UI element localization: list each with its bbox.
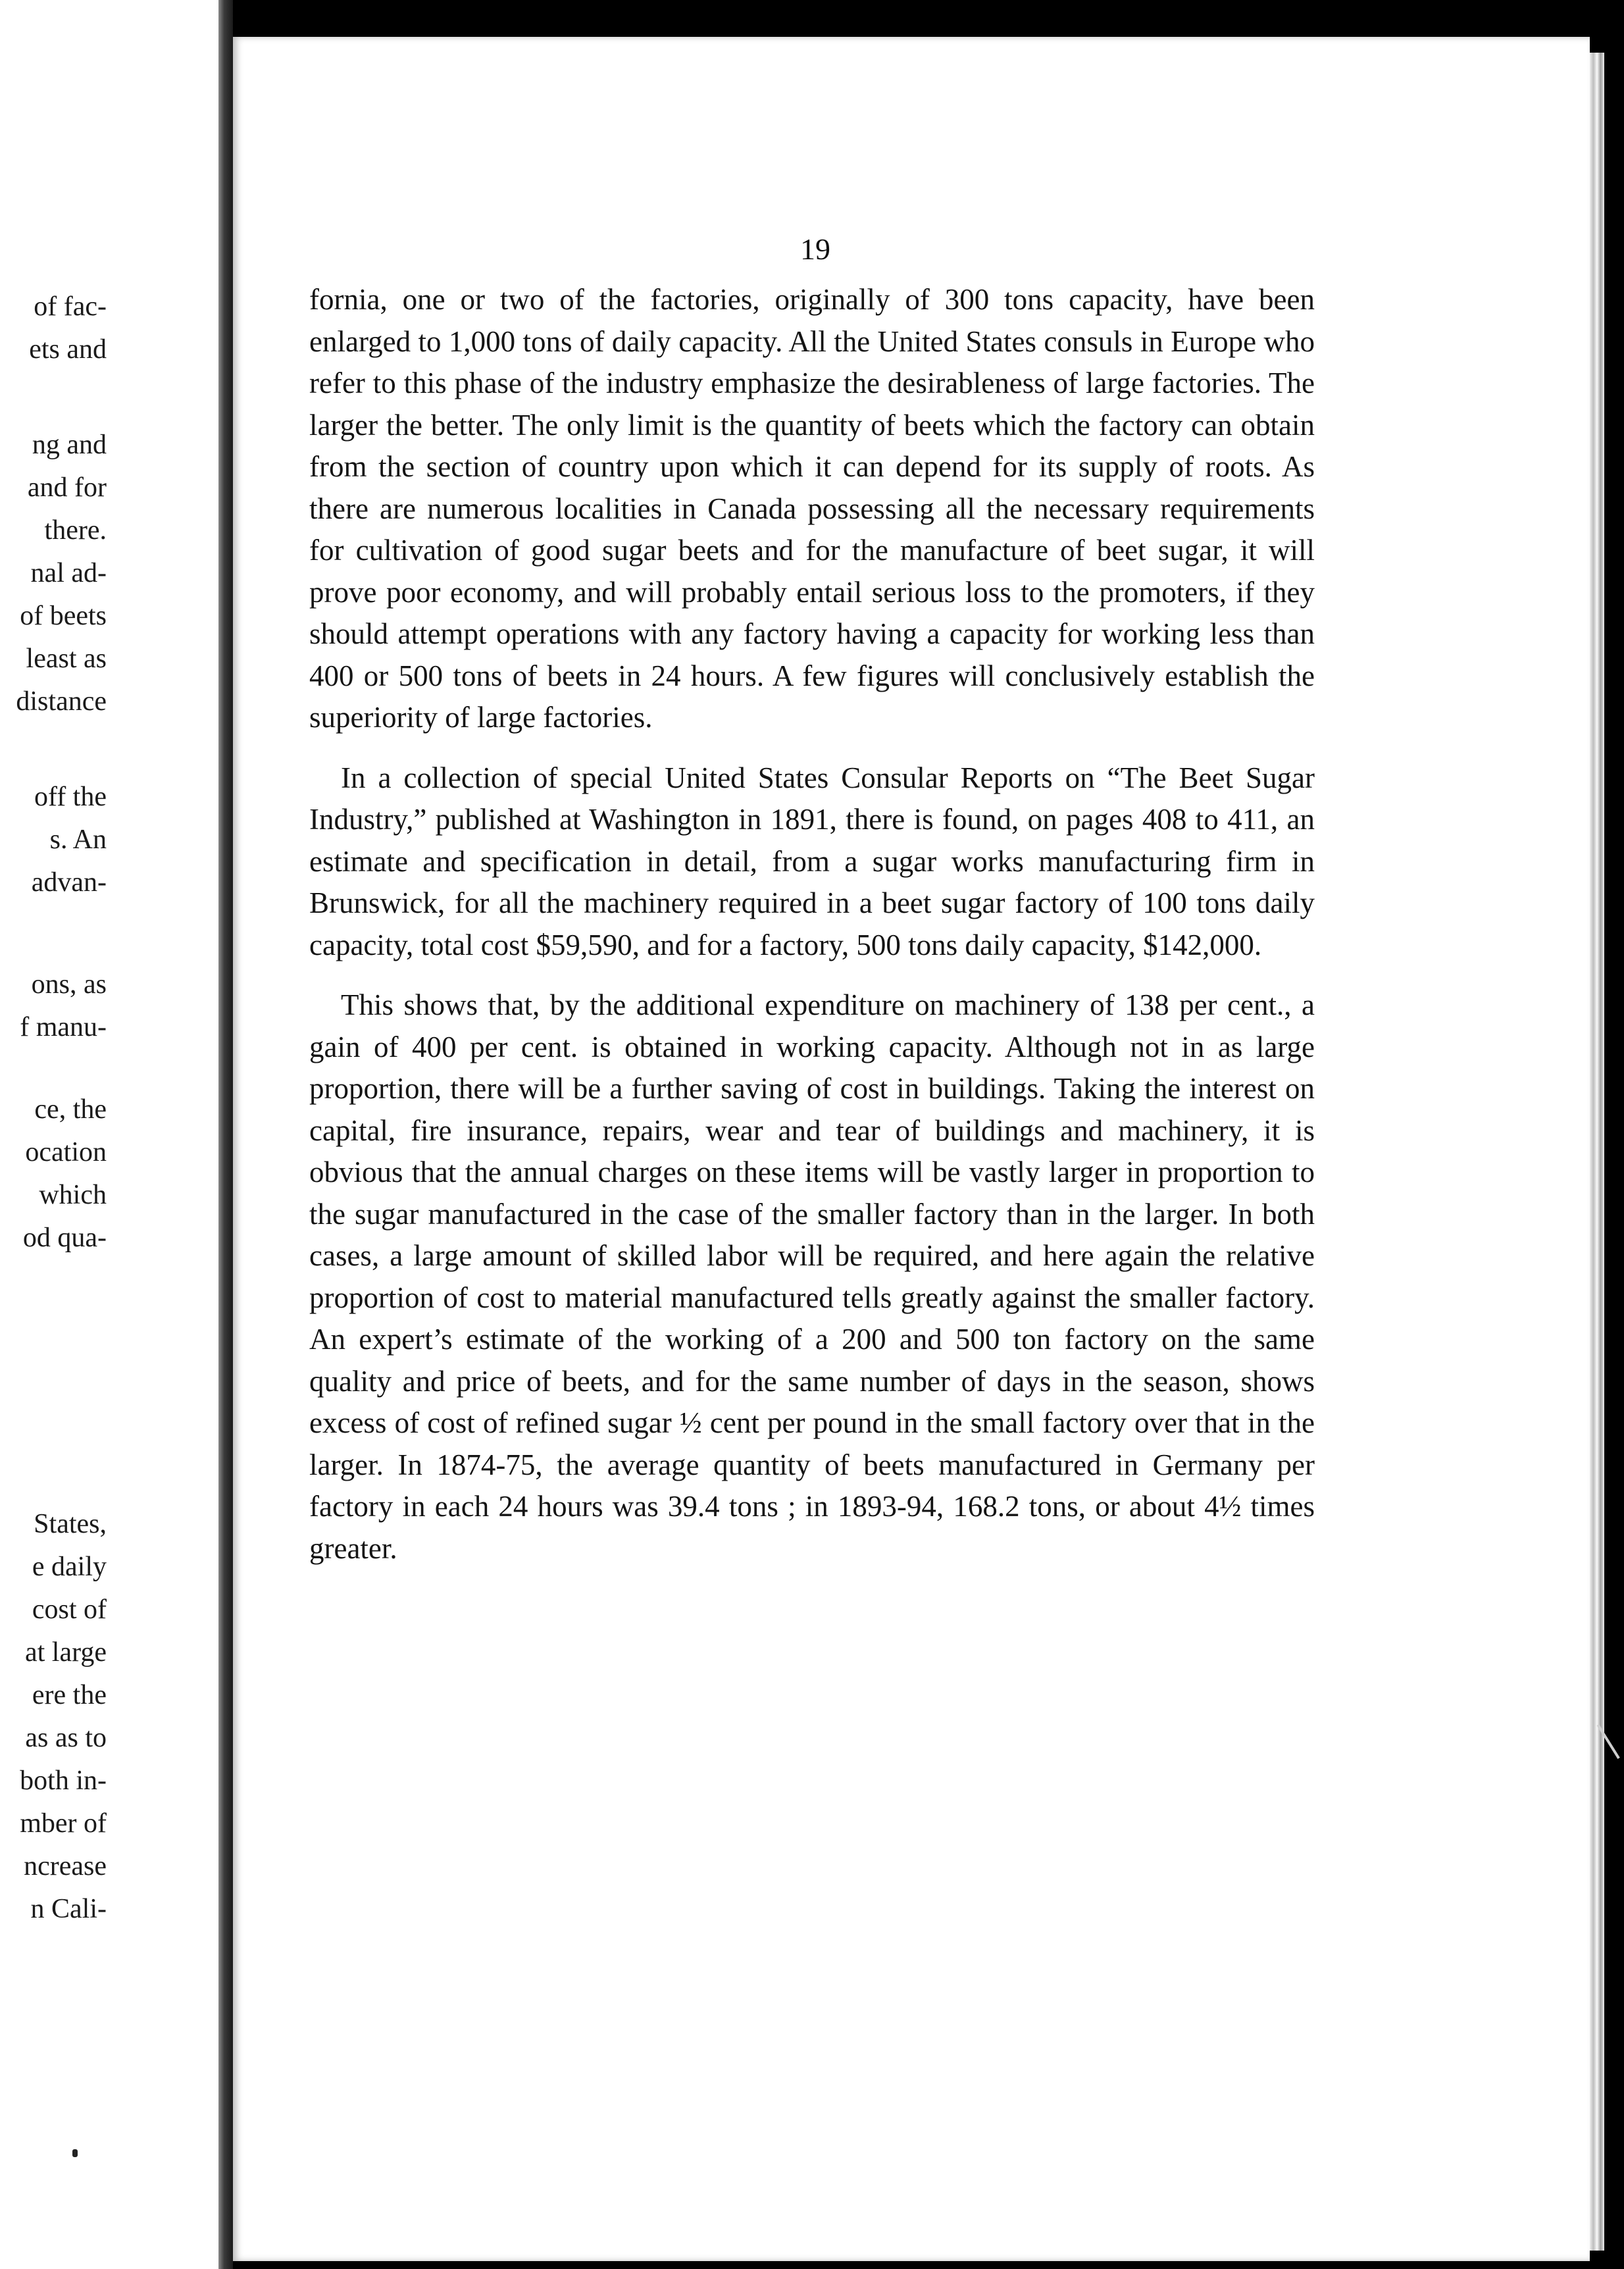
left-page-line: nal ad-: [30, 558, 107, 588]
body-text: [309, 279, 1315, 1569]
left-page-line: ng and: [32, 430, 107, 460]
left-page-line: s. An: [49, 825, 107, 855]
left-page-line: both in-: [20, 1766, 107, 1796]
book-gutter: [218, 0, 233, 2269]
left-page-line: cost of: [32, 1594, 107, 1625]
left-page-line: of beets: [20, 601, 107, 631]
page-number: 19: [800, 232, 830, 266]
left-page-line: of fac-: [34, 292, 107, 322]
left-page-line: e daily: [32, 1552, 107, 1582]
page-edge-stack: [1590, 53, 1604, 2251]
left-page-line: off the: [34, 782, 107, 812]
left-page-line: ocation: [25, 1137, 107, 1167]
left-page-line: at large: [25, 1637, 107, 1668]
paragraph-continuation: fornia, one or two of the factories, originally of 300 tons capacity, have been enlarged to 1,000 tons of daily capacity. All the United States consuls in Europe who refer to this phase of the industry emphasize the desirableness of large factories. The larger the better. The only limit is the quantity of beets which the factory can obtain from the section of country upon which it can depend for its supply of roots. As there are numerous localities in Canada possessing all the necessary requirements for cultivation of good sugar beets and for the manufacture of beet sugar, it will prove poor economy, and will probably entail serious loss to the promoters, if they should attempt operations with any factory having a capacity for working less than 400 or 500 tons of beets in 24 hours. A few figures will conclusively establish the superiority of large factories.: [309, 283, 1315, 734]
left-page-line: and for: [27, 472, 107, 503]
left-page-line: ncrease: [24, 1851, 107, 1881]
left-page-line: mber of: [20, 1808, 107, 1839]
left-page-line: ere the: [32, 1680, 107, 1710]
left-page-line: ons, as: [31, 969, 107, 1000]
ink-speck: [72, 2149, 78, 2157]
left-page-line: n Cali-: [30, 1894, 107, 1924]
left-page-line: States,: [34, 1509, 107, 1539]
left-page-line: advan-: [31, 867, 107, 898]
left-page-line: f manu-: [20, 1012, 107, 1042]
paragraph-consular-reports: In a collection of special United States Consular Reports on “The Beet Sugar Industry,” published at Washington in 1891, there is found, on pages 408 to 411, an estimate and specification in detail, from a sugar works manufacturing firm in Brunswick, for all the machinery required in a beet sugar factory of 100 tons daily capacity, total cost $59,590, and for a factory, 500 tons daily capacity, $142,000.: [309, 761, 1315, 961]
paragraph-expenditure: This shows that, by the additional expenditure on machinery of 138 per cent., a gain of 400 per cent. is obtained in working capacity. Although not in as large proportion, there will be a further saving of cost in buildings. Taking the interest on capital, fire insurance, repairs, wear and tear of buildings and machinery, it is obvious that the annual charges on these items will be vastly larger in proportion to the sugar manufactured in the case of the smaller factory than in the larger. In both cases, a large amount of skilled labor will be required, and here again the relative proportion of cost to material manufactured tells greatly against the smaller factory. An expert’s estimate of the working of a 200 and 500 ton factory on the same quality and price of beets, and for the same number of days in the season, shows excess of cost of refined sugar ½ cent per pound in the small factory over that in the larger. In 1874-75, the average quantity of beets manufactured in Germany per factory in each 24 hours was 39.4 tons ; in 1893-94, 168.2 tons, or about 4½ times greater.: [309, 988, 1315, 1565]
left-page-line: which: [39, 1180, 107, 1210]
left-page-line: least as: [26, 644, 107, 674]
left-page-line: as as to: [25, 1723, 107, 1753]
left-page-line: ce, the: [34, 1094, 107, 1125]
left-page-line: ets and: [29, 334, 107, 365]
left-facing-page: [0, 0, 218, 2269]
left-page-line: distance: [16, 686, 107, 717]
left-page-line: od qua-: [22, 1223, 107, 1253]
left-page-line: there.: [44, 515, 107, 546]
